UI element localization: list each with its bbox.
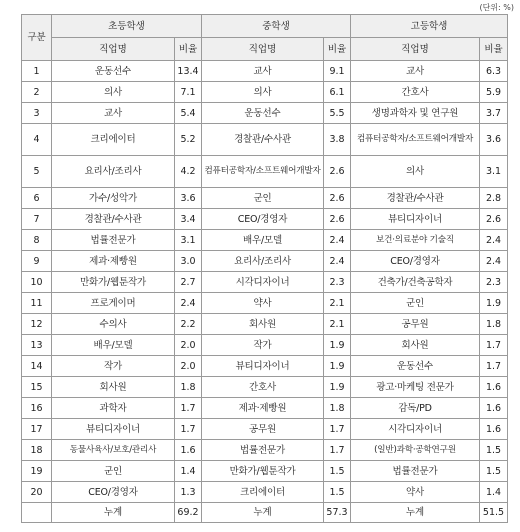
elementary-job-cell: 교사 [52, 103, 175, 124]
header-high: 고등학생 [351, 15, 508, 38]
table-row [22, 293, 508, 314]
middle-job-cell: 만화가/웹툰작가 [202, 461, 324, 482]
middle-ratio-cell: 9.1 [324, 61, 351, 82]
table-row [22, 156, 508, 188]
high-ratio-cell: 2.4 [480, 230, 508, 251]
high-ratio-cell: 2.4 [480, 251, 508, 272]
high-ratio-cell: 2.8 [480, 188, 508, 209]
table-row [22, 103, 508, 124]
total-rank-cell [22, 503, 52, 523]
high-ratio-cell: 1.6 [480, 398, 508, 419]
high-ratio-cell: 1.7 [480, 335, 508, 356]
high-job-cell: 경찰관/수사관 [351, 188, 480, 209]
high-ratio-cell: 1.6 [480, 377, 508, 398]
middle-ratio-cell: 2.6 [324, 209, 351, 230]
middle-job-cell: 작가 [202, 335, 324, 356]
elementary-ratio-cell: 2.0 [175, 356, 202, 377]
middle-ratio-cell: 2.4 [324, 251, 351, 272]
rank-cell: 6 [22, 188, 52, 209]
high-job-cell: (일반)과학·공학연구원 [351, 440, 480, 461]
middle-ratio-cell: 2.1 [324, 293, 351, 314]
middle-job-cell: 간호사 [202, 377, 324, 398]
middle-job-cell: 의사 [202, 82, 324, 103]
high-ratio-cell: 1.5 [480, 461, 508, 482]
middle-job-cell: 회사원 [202, 314, 324, 335]
middle-ratio-cell: 1.8 [324, 398, 351, 419]
middle-job-cell: 공무원 [202, 419, 324, 440]
rank-cell: 18 [22, 440, 52, 461]
elementary-ratio-cell: 1.7 [175, 419, 202, 440]
middle-job-cell: 군인 [202, 188, 324, 209]
middle-ratio-cell: 3.8 [324, 124, 351, 156]
rank-cell: 4 [22, 124, 52, 156]
elementary-ratio-cell: 2.0 [175, 335, 202, 356]
rank-cell: 8 [22, 230, 52, 251]
header-ratio: 비율 [480, 38, 508, 61]
elementary-job-cell: CEO/경영자 [52, 482, 175, 503]
elementary-ratio-cell: 1.7 [175, 398, 202, 419]
rank-cell: 20 [22, 482, 52, 503]
middle-job-cell: 경찰관/수사관 [202, 124, 324, 156]
rank-cell: 13 [22, 335, 52, 356]
elementary-job-cell: 가수/성악가 [52, 188, 175, 209]
high-ratio-cell: 2.6 [480, 209, 508, 230]
table-row [22, 398, 508, 419]
high-ratio-cell: 6.3 [480, 61, 508, 82]
elementary-job-cell: 법률전문가 [52, 230, 175, 251]
middle-ratio-cell: 2.6 [324, 188, 351, 209]
high-ratio-cell: 1.8 [480, 314, 508, 335]
middle-job-cell: 배우/모델 [202, 230, 324, 251]
rank-cell: 7 [22, 209, 52, 230]
high-job-cell: CEO/경영자 [351, 251, 480, 272]
elementary-ratio-cell: 5.2 [175, 124, 202, 156]
elementary-ratio-cell: 5.4 [175, 103, 202, 124]
rank-cell: 16 [22, 398, 52, 419]
total-high: 51.5 [480, 503, 508, 523]
elementary-job-cell: 뷰티디자이너 [52, 419, 175, 440]
high-job-cell: 생명과학자 및 연구원 [351, 103, 480, 124]
middle-ratio-cell: 1.5 [324, 461, 351, 482]
high-job-cell: 공무원 [351, 314, 480, 335]
table-row [22, 251, 508, 272]
table-row [22, 356, 508, 377]
elementary-ratio-cell: 3.0 [175, 251, 202, 272]
high-job-cell: 광고·마케팅 전문가 [351, 377, 480, 398]
elementary-job-cell: 동물사육사/보호/관리사 [52, 440, 175, 461]
table-body [22, 61, 508, 503]
middle-job-cell: 약사 [202, 293, 324, 314]
rank-cell: 5 [22, 156, 52, 188]
elementary-job-cell: 운동선수 [52, 61, 175, 82]
high-ratio-cell: 1.5 [480, 440, 508, 461]
table-row [22, 419, 508, 440]
header-job: 직업명 [52, 38, 175, 61]
high-job-cell: 감독/PD [351, 398, 480, 419]
high-job-cell: 운동선수 [351, 356, 480, 377]
elementary-ratio-cell: 3.1 [175, 230, 202, 251]
high-ratio-cell: 1.4 [480, 482, 508, 503]
table-row [22, 230, 508, 251]
header-ratio: 비율 [324, 38, 351, 61]
high-ratio-cell: 1.9 [480, 293, 508, 314]
header-job: 직업명 [202, 38, 324, 61]
middle-ratio-cell: 5.5 [324, 103, 351, 124]
table-row [22, 61, 508, 82]
elementary-job-cell: 프로게이머 [52, 293, 175, 314]
high-job-cell: 교사 [351, 61, 480, 82]
middle-job-cell: 요리사/조리사 [202, 251, 324, 272]
rank-cell: 2 [22, 82, 52, 103]
middle-ratio-cell: 1.7 [324, 419, 351, 440]
rank-cell: 3 [22, 103, 52, 124]
unit-note: (단위: %) [479, 3, 514, 12]
high-ratio-cell: 3.7 [480, 103, 508, 124]
middle-job-cell: 법률전문가 [202, 440, 324, 461]
high-ratio-cell: 3.6 [480, 124, 508, 156]
elementary-ratio-cell: 1.3 [175, 482, 202, 503]
elementary-ratio-cell: 7.1 [175, 82, 202, 103]
table-row [22, 188, 508, 209]
header-rank: 구분 [22, 15, 52, 61]
total-label: 누계 [351, 503, 480, 523]
elementary-job-cell: 군인 [52, 461, 175, 482]
table-row [22, 482, 508, 503]
high-job-cell: 간호사 [351, 82, 480, 103]
elementary-job-cell: 수의사 [52, 314, 175, 335]
elementary-job-cell: 의사 [52, 82, 175, 103]
header-middle: 중학생 [202, 15, 351, 38]
middle-job-cell: 시각디자이너 [202, 272, 324, 293]
elementary-ratio-cell: 1.4 [175, 461, 202, 482]
high-job-cell: 보건·의료분야 기술직 [351, 230, 480, 251]
table-row [22, 272, 508, 293]
middle-job-cell: 운동선수 [202, 103, 324, 124]
table-row [22, 377, 508, 398]
total-middle: 57.3 [324, 503, 351, 523]
elementary-ratio-cell: 3.4 [175, 209, 202, 230]
rank-cell: 11 [22, 293, 52, 314]
middle-ratio-cell: 2.3 [324, 272, 351, 293]
elementary-job-cell: 경찰관/수사관 [52, 209, 175, 230]
header-job: 직업명 [351, 38, 480, 61]
rank-cell: 10 [22, 272, 52, 293]
high-ratio-cell: 3.1 [480, 156, 508, 188]
middle-ratio-cell: 6.1 [324, 82, 351, 103]
table-row [22, 82, 508, 103]
table-row [22, 314, 508, 335]
elementary-job-cell: 요리사/조리사 [52, 156, 175, 188]
middle-job-cell: 뷰티디자이너 [202, 356, 324, 377]
middle-job-cell: 크리에이터 [202, 482, 324, 503]
high-job-cell: 건축가/건축공학자 [351, 272, 480, 293]
total-label: 누계 [202, 503, 324, 523]
table-row [22, 209, 508, 230]
high-ratio-cell: 1.7 [480, 356, 508, 377]
elementary-job-cell: 회사원 [52, 377, 175, 398]
total-row [22, 503, 508, 523]
rank-cell: 14 [22, 356, 52, 377]
elementary-job-cell: 만화가/웹툰작가 [52, 272, 175, 293]
middle-job-cell: 제과·제빵원 [202, 398, 324, 419]
high-job-cell: 법률전문가 [351, 461, 480, 482]
high-ratio-cell: 2.3 [480, 272, 508, 293]
high-ratio-cell: 5.9 [480, 82, 508, 103]
middle-ratio-cell: 1.7 [324, 440, 351, 461]
elementary-job-cell: 크리에이터 [52, 124, 175, 156]
table-row [22, 440, 508, 461]
elementary-ratio-cell: 4.2 [175, 156, 202, 188]
middle-ratio-cell: 1.5 [324, 482, 351, 503]
total-elementary: 69.2 [175, 503, 202, 523]
header-elementary: 초등학생 [52, 15, 202, 38]
high-job-cell: 약사 [351, 482, 480, 503]
high-job-cell: 시각디자이너 [351, 419, 480, 440]
elementary-ratio-cell: 13.4 [175, 61, 202, 82]
elementary-ratio-cell: 1.8 [175, 377, 202, 398]
rank-cell: 15 [22, 377, 52, 398]
elementary-job-cell: 과학자 [52, 398, 175, 419]
middle-ratio-cell: 1.9 [324, 377, 351, 398]
high-job-cell: 의사 [351, 156, 480, 188]
rank-cell: 12 [22, 314, 52, 335]
table-row [22, 461, 508, 482]
rank-cell: 19 [22, 461, 52, 482]
elementary-job-cell: 제과·제빵원 [52, 251, 175, 272]
middle-job-cell: 컴퓨터공학자/소프트웨어개발자 [202, 156, 324, 188]
middle-ratio-cell: 1.9 [324, 356, 351, 377]
rank-cell: 9 [22, 251, 52, 272]
elementary-ratio-cell: 2.7 [175, 272, 202, 293]
middle-job-cell: CEO/경영자 [202, 209, 324, 230]
high-job-cell: 회사원 [351, 335, 480, 356]
high-job-cell: 뷰티디자이너 [351, 209, 480, 230]
high-job-cell: 컴퓨터공학자/소프트웨어개발자 [351, 124, 480, 156]
table-row [22, 124, 508, 156]
middle-ratio-cell: 2.6 [324, 156, 351, 188]
rank-cell: 1 [22, 61, 52, 82]
middle-ratio-cell: 2.4 [324, 230, 351, 251]
career-ranking-table [21, 14, 508, 523]
rank-cell: 17 [22, 419, 52, 440]
elementary-ratio-cell: 3.6 [175, 188, 202, 209]
elementary-ratio-cell: 1.6 [175, 440, 202, 461]
middle-ratio-cell: 1.9 [324, 335, 351, 356]
high-ratio-cell: 1.6 [480, 419, 508, 440]
header-ratio: 비율 [175, 38, 202, 61]
elementary-job-cell: 작가 [52, 356, 175, 377]
elementary-job-cell: 배우/모델 [52, 335, 175, 356]
elementary-ratio-cell: 2.4 [175, 293, 202, 314]
total-label: 누계 [52, 503, 175, 523]
middle-ratio-cell: 2.1 [324, 314, 351, 335]
high-job-cell: 군인 [351, 293, 480, 314]
elementary-ratio-cell: 2.2 [175, 314, 202, 335]
middle-job-cell: 교사 [202, 61, 324, 82]
table-row [22, 335, 508, 356]
